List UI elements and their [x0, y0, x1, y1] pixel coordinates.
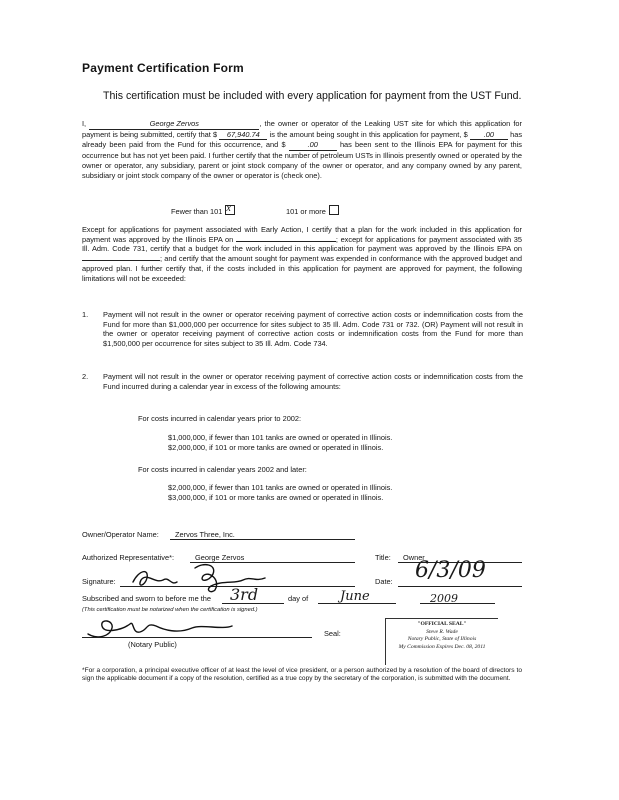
form-title: Payment Certification Form [82, 61, 244, 75]
authorized-rep-label: Authorized Representative*: [82, 553, 175, 562]
authorized-rep-value[interactable]: George Zervos [195, 553, 245, 562]
title-value[interactable]: Owner [403, 553, 425, 562]
notary-signature-line [82, 637, 312, 638]
seal-line-2: Steve R. Wade [426, 628, 458, 635]
tank-option-more[interactable] [286, 205, 339, 216]
certification-paragraph [82, 119, 522, 180]
approval-paragraph [82, 225, 522, 283]
para1-text-2: , the owner or operator of the Leaking UST site for which this application for payment is being submitted, certify that $ [82, 119, 522, 139]
prior-2002-limit-2: $2,000,000, if 101 or more tanks are owned or operated in Illinois. [168, 443, 384, 452]
para2-text-1: Except for applications for payment associated with Early Action, I certify that a plan for the work included in this application for payment was approved by the Illinois EPA on [82, 225, 522, 244]
after-2002-heading: For costs incurred in calendar years 2002 and later: [138, 465, 307, 474]
after-2002-limit-1: $2,000,000, if fewer than 101 tanks are owned or operated in Illinois. [168, 483, 393, 492]
owner-operator-line [170, 539, 355, 540]
footnote: *For a corporation, a principal executive officer of at least the level of vice president, or a person authorized by a resolution of the board of directors to sign the applicable document if a copy of the resolution, certified as a true copy by the secretary of the corporation, is submitted with the document. [82, 667, 522, 683]
amount-paid-field[interactable]: .00 [470, 130, 508, 141]
notary-public-label: (Notary Public) [128, 640, 177, 649]
seal-line-4: My Commission Expires Dec. 08, 2011 [398, 643, 486, 650]
item-1-number: 1. [82, 310, 89, 319]
day-of-label: day of [288, 594, 309, 603]
item-1-text: Payment will not result in the owner or operator receiving payment of corrective action costs or indemnification costs from the Fund for more than $1,000,000 per occurrence for sites subject to 35 Ill. Adm. Code 731 or 732. (OR) Payment will not result in the owner or operator receiving payment of corrective action costs or indemnification costs from the Fund for more than $1,500,000 per occurrence for sites subject to 35 Ill. Adm. Code 734. [103, 310, 523, 349]
date-value[interactable]: 6/3/09 [415, 558, 486, 583]
prior-2002-limit-1: $1,000,000, if fewer than 101 tanks are owned or operated in Illinois. [168, 433, 393, 442]
plan-approval-date-field[interactable] [236, 241, 336, 242]
fewer-than-101-label: Fewer than 101 [171, 207, 223, 216]
amount-sought-field[interactable]: 67,940.74 [219, 130, 267, 141]
item-2-text: Payment will not result in the owner or operator receiving payment of corrective action costs or indemnification costs from the Fund incurred during a calendar year in excess of the following amounts: [103, 372, 523, 391]
101-or-more-label: 101 or more [286, 207, 326, 216]
date-line [398, 586, 522, 587]
prior-2002-heading: For costs incurred in calendar years prior to 2002: [138, 414, 302, 423]
para1-text-4: has already been paid from the Fund for this occurrence, and $ [82, 129, 523, 150]
sworn-month-value[interactable]: June [340, 589, 370, 604]
budget-approval-date-field[interactable] [82, 260, 160, 261]
owner-operator-label: Owner/Operator Name: [82, 530, 159, 539]
owner-operator-value[interactable]: Zervos Three, Inc. [175, 530, 235, 539]
para2-text-2: ; except for applications for payment associated with 35 Ill. Adm. Code 731, certify that a budget for the work included in this application for payment was approved by the Illinois EPA on [82, 234, 522, 254]
notarization-note: (This certification must be notarized when the certification is signed.) [82, 607, 258, 613]
seal-label: Seal: [324, 629, 341, 638]
fewer-than-101-checkbox[interactable] [225, 205, 235, 215]
para1-text-3: is the amount being sought in this application for payment, $ [269, 129, 468, 139]
signature-label: Signature: [82, 577, 116, 586]
tank-option-fewer[interactable] [171, 205, 235, 216]
item-2-number: 2. [82, 372, 89, 381]
sworn-year-value[interactable]: 2009 [430, 592, 458, 605]
para2-text-3: ; and certify that the amount sought for payment was expended in conformance with the approved budget and approved plan. I further certify that, if the costs included in this application for payment are approved for payment, the following limitations will not be exceeded: [82, 254, 522, 283]
amount-sent-field[interactable]: .00 [289, 140, 337, 151]
form-subtitle: This certification must be included with every application for payment from the UST Fund. [103, 90, 522, 102]
notary-signature-image [82, 610, 252, 644]
seal-line-3: Notary Public, State of Illinois [407, 636, 477, 642]
sworn-day-value[interactable]: 3rd [230, 585, 259, 604]
title-label: Title: [375, 553, 391, 562]
after-2002-limit-2: $3,000,000, if 101 or more tanks are owned or operated in Illinois. [168, 493, 384, 502]
para1-text-1: I, [82, 119, 87, 128]
date-label: Date: [375, 577, 393, 586]
owner-name-field[interactable]: George Zervos [89, 119, 259, 130]
notary-seal-stamp [385, 618, 498, 665]
seal-line-1: "OFFICIAL SEAL" [417, 621, 467, 627]
sworn-label: Subscribed and sworn to before me the [82, 594, 212, 603]
101-or-more-checkbox[interactable] [329, 205, 339, 215]
owner-signature-image [125, 560, 295, 594]
para1-text-5: has been sent to the Illinois EPA for payment for this occurrence but has not yet been paid. I further certify that the number of petroleum USTs in Illinois presently owned or operated by the owner or operator, any subsidiary, parent or joint stock company of the owner or operator, and any company owned by any parent, subsidiary or joint stock company of the owner or operator is (check one). [82, 140, 522, 180]
